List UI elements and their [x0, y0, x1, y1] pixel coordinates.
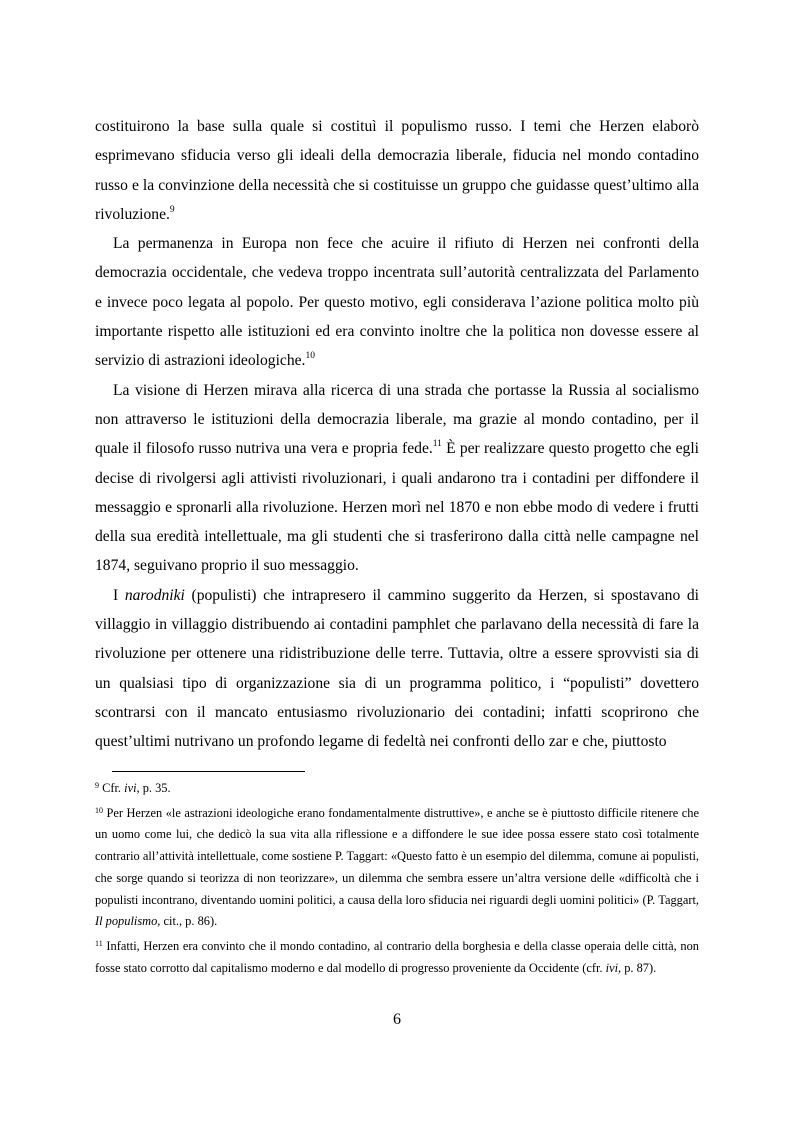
footnote-10-text-a: Per Herzen «le astrazioni ideologiche erano fondamentalmente distruttive», e anche se è piuttosto difficile ritenere che un uomo come lui, che dedicò la sua vita alla riflessione e a diffondere le sue idee possa essere stato così totalmente contrario all’attività intellettuale, come sostiene P. Taggart: «Questo fatto è un esempio del dilemma, comune ai populisti, che sorge quando si teorizza di non teorizzare», un dilemma che sembra essere un’altra versione delle «difficoltà che i populisti incontrano, diventando uomini politici, a causa della loro sfiducia nei riguardi degli uomini politici» (P. Taggart,	[95, 805, 699, 907]
paragraph-4	[95, 581, 699, 757]
paragraph-1	[95, 112, 699, 229]
footnotes	[95, 778, 699, 982]
footnote-11-text-a: Infatti, Herzen era convinto che il mondo contadino, al contrario della borghesia e della classe operaia delle città, non fosse stato corrotto dal capitalismo moderno e dal modello di progresso proveniente da Occidente (cfr.	[95, 938, 699, 975]
paragraph-1-text: costituirono la base sulla quale si costituì il populismo russo. I temi che Herzen elaborò esprimevano sfiducia verso gli ideali della democrazia liberale, fiducia nel mondo contadino russo e la convinzione della necessità che si costituisse un gruppo che guidasse quest’ultimo alla rivoluzione.	[95, 118, 699, 223]
footnote-10-text-b: cit., p. 86).	[160, 914, 218, 929]
paragraph-2-text: La permanenza in Europa non fece che acuire il rifiuto di Herzen nei confronti della democrazia occidentale, che vedeva troppo incentrata sull’autorità centralizzata del Parlamento e invece poco legata al popolo. Per questo motivo, egli considerava l’azione politica molto più importante rispetto alle istituzioni ed era convinto inoltre che la politica non dovesse essere al servizio di astrazioni ideologiche.	[95, 235, 699, 370]
footnote-9-text-b: p. 35.	[139, 781, 171, 795]
footnote-separator	[112, 771, 305, 772]
footnote-9-number: 9	[95, 781, 99, 790]
footnote-11	[95, 936, 699, 979]
footnote-ref-9[interactable]: 9	[169, 204, 175, 215]
paragraph-3	[95, 376, 699, 581]
paragraph-4-text: (populisti) che intrapresero il cammino suggerito da Herzen, si spostavano di villaggio in villaggio distribuendo ai contadini pamphlet che parlavano della necessità di fare la rivoluzione per ottenere una ridistribuzione delle terre. Tuttavia, oltre a essere sprovvisti sia di un qualsiasi tipo di organizzazione sia di un programma politico, i “populisti” dovettero scontrarsi con il mancato entusiasmo rivoluzionario dei contadini; infatti scoprirono che quest’ultimi nutrivano un profondo legame di fedeltà nei confronti dello zar e che, piuttosto	[95, 586, 699, 751]
body-text	[95, 112, 699, 757]
page-number: 6	[393, 1011, 401, 1028]
footnote-11-italic: ivi,	[605, 960, 622, 975]
paragraph-4-lead: I	[113, 586, 125, 604]
footnote-10-italic: Il populismo,	[95, 914, 161, 929]
footnote-ref-10[interactable]: 10	[305, 351, 315, 362]
paragraph-4-italic-term: narodniki	[124, 586, 185, 604]
footnote-11-number: 11	[95, 938, 103, 948]
footnote-ref-11[interactable]: 11	[432, 439, 442, 450]
paragraph-2	[95, 229, 699, 375]
paragraph-3-text-a: La visione di Herzen mirava alla ricerca di una strada che portasse la Russia al socialismo non attraverso le istituzioni della democrazia liberale, ma grazie al mondo contadino, per il quale il filosofo russo nutriva una vera e propria fede.	[95, 381, 699, 458]
footnote-11-text-b: p. 87).	[621, 960, 657, 975]
footnote-9-italic: ivi,	[124, 781, 140, 795]
footnote-10	[95, 803, 699, 933]
footnote-10-number: 10	[95, 805, 103, 815]
footnote-9	[95, 778, 699, 800]
paragraph-3-text-b: È per realizzare questo progetto che egli decise di rivolgersi agli attivisti rivoluzionari, i quali andarono tra i contadini per diffondere il messaggio e spronarli alla rivoluzione. Herzen morì nel 1870 e non ebbe modo di vedere i frutti della sua eredità intellettuale, ma gli studenti che si trasferirono dalla città nelle campagne nel 1874, seguivano proprio il suo messaggio.	[95, 440, 699, 575]
footnote-9-text-a: Cfr.	[99, 781, 125, 795]
